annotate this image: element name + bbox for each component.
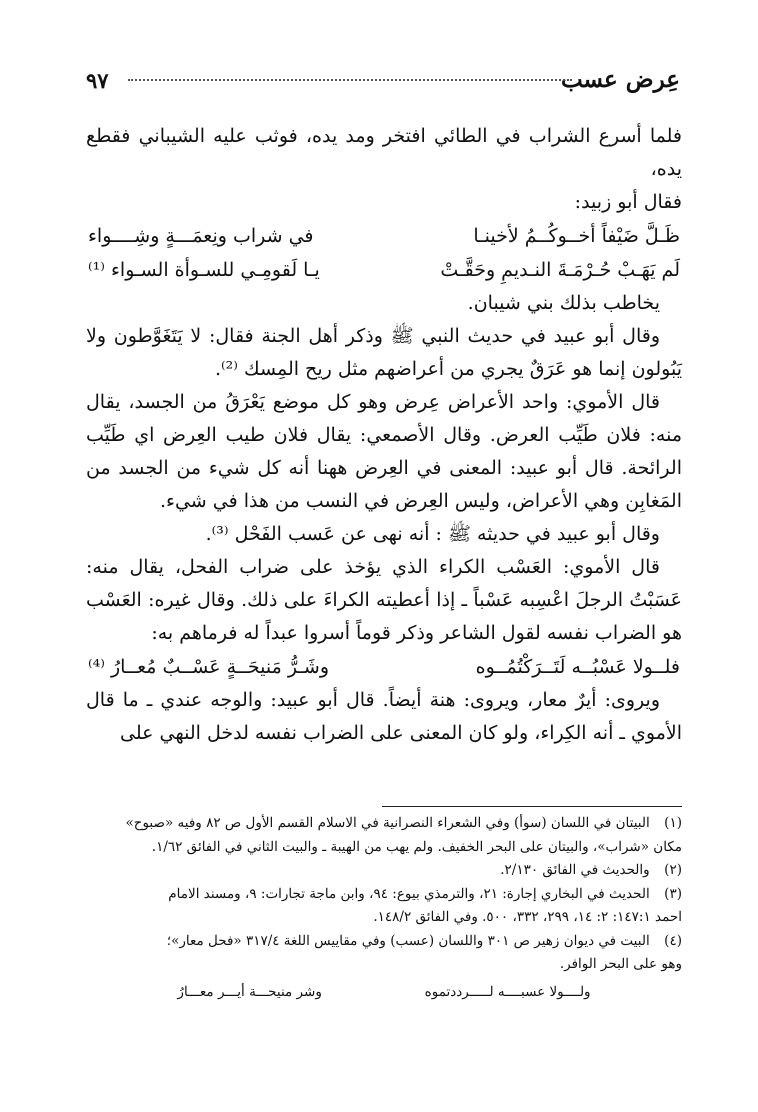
footnote-4-continued: وهو على البحر الوافر.: [559, 956, 682, 972]
verse-2-first-hemistich: لَم يَهَـبْ حُـرْمَـةَ النـديمِ وحَقَّـتْ: [440, 259, 680, 281]
verse-line-2: [86, 253, 682, 287]
footnote-2-text: والحديث في الفائق ٢/١٣٠.: [500, 862, 650, 878]
paragraph-1: فلما أسرع الشراب في الطائي افتخر ومد يده، فوثب عليه الشيباني فقطع يده،: [86, 125, 682, 180]
verse-3-second-hemistich: وشَـرُّ مَنيحَــةٍ عَسْــبٌ مُعــارُ ⁽⁴⁾: [88, 656, 330, 678]
verse-line-3: [86, 650, 682, 684]
footnote-3: [86, 883, 682, 907]
footnote-4-verse: [86, 977, 682, 1005]
verse-3-first-hemistich: فلــولا عَسْبُــه لَتَــرَكْتُمُــوه: [475, 656, 680, 678]
verse-1-second-hemistich: في شراب ونِعمَـــةٍ وشِــــواء: [88, 225, 314, 247]
header-dotted-rule: [128, 79, 572, 81]
footnote-1: [86, 812, 682, 836]
paragraph-3: وقال أبو عبيد في حديث النبي ﷺ وذكر أهل الجنة فقال: لا يَتَغَوَّطون ولا يَبُولون إنما هو عَرَقٌ يجري من أعراضهم مثل ريح المِسك ⁽²⁾.: [86, 325, 682, 380]
footnote-divider: [382, 806, 682, 807]
footnote-verse-first-hemistich: ولــــولا عسبــــه لـــــرددتموه: [424, 983, 591, 1000]
footnote-verse-second-hemistich: وشر منيحـــة أيـــر معـــارُ: [177, 983, 322, 1000]
page-number: ٩٧: [86, 68, 109, 93]
footnote-4: [86, 930, 682, 954]
verse-line-1: [86, 219, 682, 253]
footnote-1-text-a: البيتان في اللسان (سوأ) وفي الشعراء النصرانية في الاسلام القسم الأول ص ٨٢ وفيه «صبوح»: [125, 815, 650, 831]
footnote-3-number: (٣): [664, 885, 682, 902]
paragraph-6: قال الأموي: العَسْب الكراء الذي يؤخذ على ضراب الفحل، يقال منه: عَسَبْتُ الرجلَ اعْسِبه عَسْباً ـ إذا أعطيته الكراءَ على ذلك. وقال غيره: العَسْب هو الضراب نفسه لقول الشاعر وذكر قوماً أسروا عبداً له فرماهم به:: [86, 556, 682, 644]
paragraph-5: وقال أبو عبيد في حديثه ﷺ : أنه نهى عن عَسب الفَحْل ⁽³⁾.: [205, 523, 660, 545]
footnote-2-number: (٢): [664, 862, 682, 878]
main-text: [86, 120, 682, 750]
footnote-1-continued: مكان «شراب»، والبيتان على البحر الخفيف. ولم يهب من الهيبة ـ والبيت الثاني في الفائق ١/٦٢.: [151, 838, 682, 855]
running-title: عِرض عسب: [560, 66, 680, 93]
paragraph-7: ويروى: أيرٌ معار، ويروى: هنة أيضاً. قال أبو عبيد: والوجه عندي ـ ما قال الأموي ـ أنه الكِراء، ولو كان المعنى على الضراب نفسه لدخل النهي على: [86, 689, 682, 744]
paragraph-1b: فقال أبو زبيد:: [574, 191, 682, 213]
paragraph-2: يخاطب بذلك بني شيبان.: [467, 292, 660, 314]
paragraph-4: قال الأموي: واحد الأعراض عِرض وهو كل موضع يَعْرَقُ من الجسد، يقال منه: فلان طَيِّب العرض. وقال الأصمعي: يقال فلان طيب العِرض اي طَيِّب الرائحة. قال أبو عبيد: المعنى في العِرض ههنا أنه كل شيء من الجسد من المَغابِن وهي الأعراض، وليس العِرض في النسب من هذا في شيء.: [86, 391, 682, 512]
footnote-3-text-a: الحديث في البخاري إجارة: ٢١، والترمذي بيوع: ٩٤، وابن ماجة تجارات: ٩، ومسند الامام: [168, 885, 650, 902]
footnotes: [86, 812, 682, 1004]
verse-2-second-hemistich: يـا لَقومِـي للسـوأة السـواء ⁽¹⁾: [88, 259, 320, 281]
footnote-4-number: (٤): [664, 932, 682, 949]
footnote-3-continued: احمد ١٤٧:١: ٢: ١٤، ٢٩٩، ٣٣٢، ٥٠٠. وفي الفائق ١٤٨/٢.: [373, 909, 682, 925]
footnote-1-number: (١): [664, 815, 682, 831]
footnote-2: [86, 859, 682, 883]
footnote-4-text-a: البيت في ديوان زهير ص ٣٠١ واللسان (عسب) وفي مقاييس اللغة ٣١٧/٤ «فحل معار»؛: [166, 932, 650, 949]
page-header: [86, 66, 680, 100]
verse-1-first-hemistich: ظَـلَّ ضَيْفاً أخــوكُــمُ لأخينـا: [473, 225, 680, 247]
